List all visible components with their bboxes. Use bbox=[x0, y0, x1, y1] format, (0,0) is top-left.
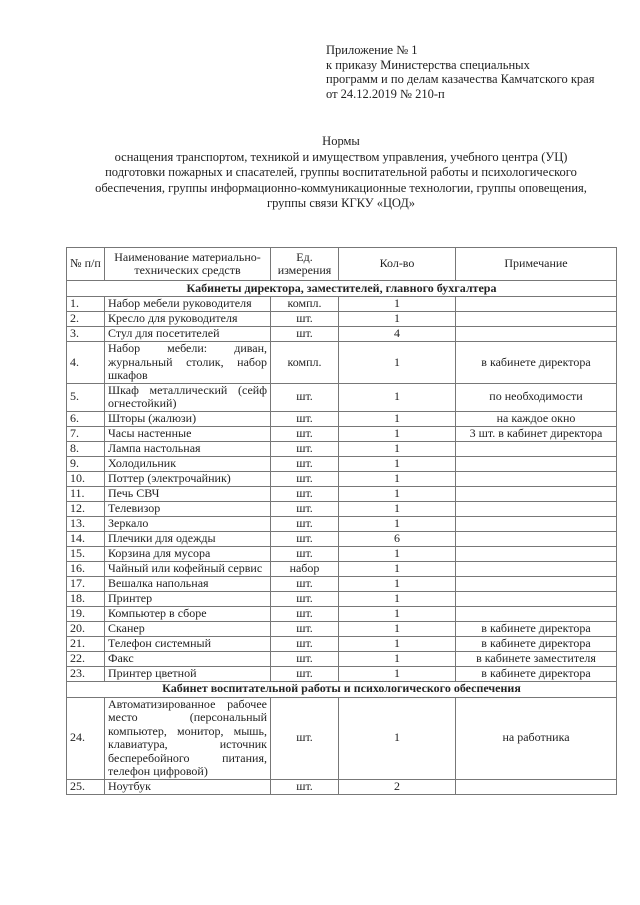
cell-name: Автоматизированное рабочее место (персональный компьютер, монитор, мышь, клавиатура, источник бесперебойного питания, телефон цифровой) bbox=[105, 697, 271, 779]
table-row bbox=[67, 531, 617, 546]
cell-qty: 1 bbox=[339, 621, 456, 636]
cell-unit: шт. bbox=[271, 606, 339, 621]
cell-qty: 1 bbox=[339, 546, 456, 561]
table-row bbox=[67, 486, 617, 501]
cell-qty: 1 bbox=[339, 297, 456, 312]
cell-num: 22. bbox=[67, 651, 105, 666]
header-num: № п/п bbox=[67, 248, 105, 281]
cell-name: Факс bbox=[105, 651, 271, 666]
cell-num: 1. bbox=[67, 297, 105, 312]
section-row bbox=[67, 681, 617, 697]
cell-note bbox=[456, 561, 617, 576]
table-row bbox=[67, 426, 617, 441]
cell-name: Часы настенные bbox=[105, 426, 271, 441]
cell-qty: 1 bbox=[339, 591, 456, 606]
appendix-line: Приложение № 1 bbox=[326, 43, 418, 57]
cell-unit: шт. bbox=[271, 591, 339, 606]
cell-qty: 1 bbox=[339, 426, 456, 441]
appendix-line: программ и по делам казачества Камчатского края bbox=[326, 72, 595, 86]
cell-qty: 6 bbox=[339, 531, 456, 546]
section-title: Кабинет воспитательной работы и психологического обеспечения bbox=[67, 681, 617, 697]
cell-unit: набор bbox=[271, 561, 339, 576]
cell-note bbox=[456, 456, 617, 471]
cell-note bbox=[456, 441, 617, 456]
cell-unit: шт. bbox=[271, 383, 339, 411]
cell-num: 5. bbox=[67, 383, 105, 411]
header-note: Примечание bbox=[456, 248, 617, 281]
cell-name: Поттер (электрочайник) bbox=[105, 471, 271, 486]
cell-qty: 1 bbox=[339, 501, 456, 516]
cell-unit: шт. bbox=[271, 666, 339, 681]
cell-num: 20. bbox=[67, 621, 105, 636]
cell-num: 3. bbox=[67, 327, 105, 342]
table-row bbox=[67, 576, 617, 591]
cell-num: 24. bbox=[67, 697, 105, 779]
cell-qty: 1 bbox=[339, 486, 456, 501]
table-row bbox=[67, 297, 617, 312]
cell-note: в кабинете директора bbox=[456, 621, 617, 636]
cell-qty: 1 bbox=[339, 636, 456, 651]
cell-num: 12. bbox=[67, 501, 105, 516]
cell-name: Принтер bbox=[105, 591, 271, 606]
cell-num: 8. bbox=[67, 441, 105, 456]
cell-note bbox=[456, 531, 617, 546]
cell-note bbox=[456, 312, 617, 327]
cell-qty: 1 bbox=[339, 383, 456, 411]
cell-qty: 1 bbox=[339, 456, 456, 471]
table-row bbox=[67, 779, 617, 794]
cell-num: 7. bbox=[67, 426, 105, 441]
table-row bbox=[67, 697, 617, 779]
table-row bbox=[67, 666, 617, 681]
cell-num: 19. bbox=[67, 606, 105, 621]
table-row bbox=[67, 327, 617, 342]
cell-note bbox=[456, 471, 617, 486]
title-line: оснащения транспортом, техникой и имуществом управления, учебного центра (УЦ) bbox=[114, 149, 568, 164]
cell-name: Кресло для руководителя bbox=[105, 312, 271, 327]
table-row bbox=[67, 456, 617, 471]
cell-unit: шт. bbox=[271, 779, 339, 794]
cell-qty: 4 bbox=[339, 327, 456, 342]
cell-note: в кабинете директора bbox=[456, 636, 617, 651]
cell-num: 13. bbox=[67, 516, 105, 531]
section-row bbox=[67, 281, 617, 297]
cell-unit: шт. bbox=[271, 471, 339, 486]
cell-name: Холодильник bbox=[105, 456, 271, 471]
table-row bbox=[67, 636, 617, 651]
cell-name: Компьютер в сборе bbox=[105, 606, 271, 621]
cell-name: Зеркало bbox=[105, 516, 271, 531]
cell-num: 18. bbox=[67, 591, 105, 606]
cell-note bbox=[456, 779, 617, 794]
cell-num: 4. bbox=[67, 342, 105, 384]
cell-qty: 1 bbox=[339, 471, 456, 486]
table-row bbox=[67, 383, 617, 411]
cell-qty: 1 bbox=[339, 312, 456, 327]
table-row bbox=[67, 312, 617, 327]
cell-name: Набор мебели: диван, журнальный столик, набор шкафов bbox=[105, 342, 271, 384]
header-qty: Кол-во bbox=[339, 248, 456, 281]
title-heading: Нормы bbox=[322, 134, 360, 148]
cell-num: 21. bbox=[67, 636, 105, 651]
table-body bbox=[67, 281, 617, 795]
cell-qty: 1 bbox=[339, 516, 456, 531]
cell-qty: 1 bbox=[339, 666, 456, 681]
cell-note bbox=[456, 546, 617, 561]
cell-qty: 1 bbox=[339, 411, 456, 426]
cell-unit: компл. bbox=[271, 342, 339, 384]
cell-unit: шт. bbox=[271, 456, 339, 471]
cell-name: Печь СВЧ bbox=[105, 486, 271, 501]
cell-note bbox=[456, 297, 617, 312]
table-row bbox=[67, 546, 617, 561]
cell-unit: шт. bbox=[271, 636, 339, 651]
cell-unit: шт. bbox=[271, 486, 339, 501]
cell-unit: шт. bbox=[271, 441, 339, 456]
cell-note: на работника bbox=[456, 697, 617, 779]
cell-unit: шт. bbox=[271, 531, 339, 546]
cell-unit: шт. bbox=[271, 651, 339, 666]
cell-unit: шт. bbox=[271, 501, 339, 516]
cell-name: Телефон системный bbox=[105, 636, 271, 651]
cell-name: Ноутбук bbox=[105, 779, 271, 794]
cell-name: Телевизор bbox=[105, 501, 271, 516]
cell-name: Набор мебели руководителя bbox=[105, 297, 271, 312]
table-row bbox=[67, 591, 617, 606]
cell-qty: 1 bbox=[339, 651, 456, 666]
table-row bbox=[67, 621, 617, 636]
table-header-row bbox=[67, 248, 617, 281]
cell-num: 11. bbox=[67, 486, 105, 501]
cell-note bbox=[456, 327, 617, 342]
cell-num: 15. bbox=[67, 546, 105, 561]
cell-num: 16. bbox=[67, 561, 105, 576]
cell-note: на каждое окно bbox=[456, 411, 617, 426]
header-name: Наименование материально-технических средств bbox=[105, 248, 271, 281]
table-row bbox=[67, 411, 617, 426]
table-row bbox=[67, 342, 617, 384]
cell-note: в кабинете заместителя bbox=[456, 651, 617, 666]
cell-qty: 1 bbox=[339, 561, 456, 576]
cell-name: Чайный или кофейный сервис bbox=[105, 561, 271, 576]
cell-num: 10. bbox=[67, 471, 105, 486]
cell-name: Корзина для мусора bbox=[105, 546, 271, 561]
title-line: группы связи КГКУ «ЦОД» bbox=[266, 196, 416, 210]
cell-note: в кабинете директора bbox=[456, 666, 617, 681]
title-line: подготовки пожарных и спасателей, группы воспитательной работы и психологического bbox=[105, 165, 577, 179]
cell-note: 3 шт. в кабинет директора bbox=[456, 426, 617, 441]
cell-num: 14. bbox=[67, 531, 105, 546]
cell-num: 25. bbox=[67, 779, 105, 794]
cell-name: Шкаф металлический (сейф огнестойкий) bbox=[105, 383, 271, 411]
cell-note: в кабинете директора bbox=[456, 342, 617, 384]
cell-name: Вешалка напольная bbox=[105, 576, 271, 591]
table-row bbox=[67, 516, 617, 531]
cell-note bbox=[456, 501, 617, 516]
cell-unit: шт. bbox=[271, 312, 339, 327]
norms-table bbox=[66, 247, 617, 795]
cell-qty: 1 bbox=[339, 342, 456, 384]
cell-name: Принтер цветной bbox=[105, 666, 271, 681]
cell-qty: 1 bbox=[339, 697, 456, 779]
cell-num: 9. bbox=[67, 456, 105, 471]
cell-qty: 2 bbox=[339, 779, 456, 794]
cell-qty: 1 bbox=[339, 606, 456, 621]
cell-unit: шт. bbox=[271, 621, 339, 636]
table-row bbox=[67, 471, 617, 486]
cell-qty: 1 bbox=[339, 576, 456, 591]
cell-note bbox=[456, 591, 617, 606]
cell-unit: шт. bbox=[271, 546, 339, 561]
document-title bbox=[66, 134, 616, 212]
title-line: обеспечения, группы информационно-коммуникационные технологии, группы оповещения, bbox=[95, 180, 587, 195]
header-unit: Ед. измерения bbox=[271, 248, 339, 281]
cell-name: Плечики для одежды bbox=[105, 531, 271, 546]
cell-name: Лампа настольная bbox=[105, 441, 271, 456]
table-row bbox=[67, 441, 617, 456]
cell-unit: шт. bbox=[271, 426, 339, 441]
cell-unit: шт. bbox=[271, 576, 339, 591]
table-row bbox=[67, 501, 617, 516]
cell-name: Стул для посетителей bbox=[105, 327, 271, 342]
cell-note: по необходимости bbox=[456, 383, 617, 411]
cell-note bbox=[456, 486, 617, 501]
cell-num: 23. bbox=[67, 666, 105, 681]
table-row bbox=[67, 561, 617, 576]
cell-unit: шт. bbox=[271, 697, 339, 779]
cell-num: 17. bbox=[67, 576, 105, 591]
table-row bbox=[67, 651, 617, 666]
cell-name: Сканер bbox=[105, 621, 271, 636]
table-row bbox=[67, 606, 617, 621]
cell-unit: шт. bbox=[271, 327, 339, 342]
cell-unit: шт. bbox=[271, 411, 339, 426]
cell-num: 2. bbox=[67, 312, 105, 327]
section-title: Кабинеты директора, заместителей, главного бухгалтера bbox=[67, 281, 617, 297]
cell-unit: шт. bbox=[271, 516, 339, 531]
cell-unit: компл. bbox=[271, 297, 339, 312]
appendix-line: к приказу Министерства специальных bbox=[326, 57, 530, 72]
cell-note bbox=[456, 576, 617, 591]
cell-num: 6. bbox=[67, 411, 105, 426]
cell-note bbox=[456, 516, 617, 531]
cell-note bbox=[456, 606, 617, 621]
appendix-line: от 24.12.2019 № 210-п bbox=[326, 86, 445, 101]
cell-name: Шторы (жалюзи) bbox=[105, 411, 271, 426]
appendix-header bbox=[326, 43, 594, 101]
cell-qty: 1 bbox=[339, 441, 456, 456]
